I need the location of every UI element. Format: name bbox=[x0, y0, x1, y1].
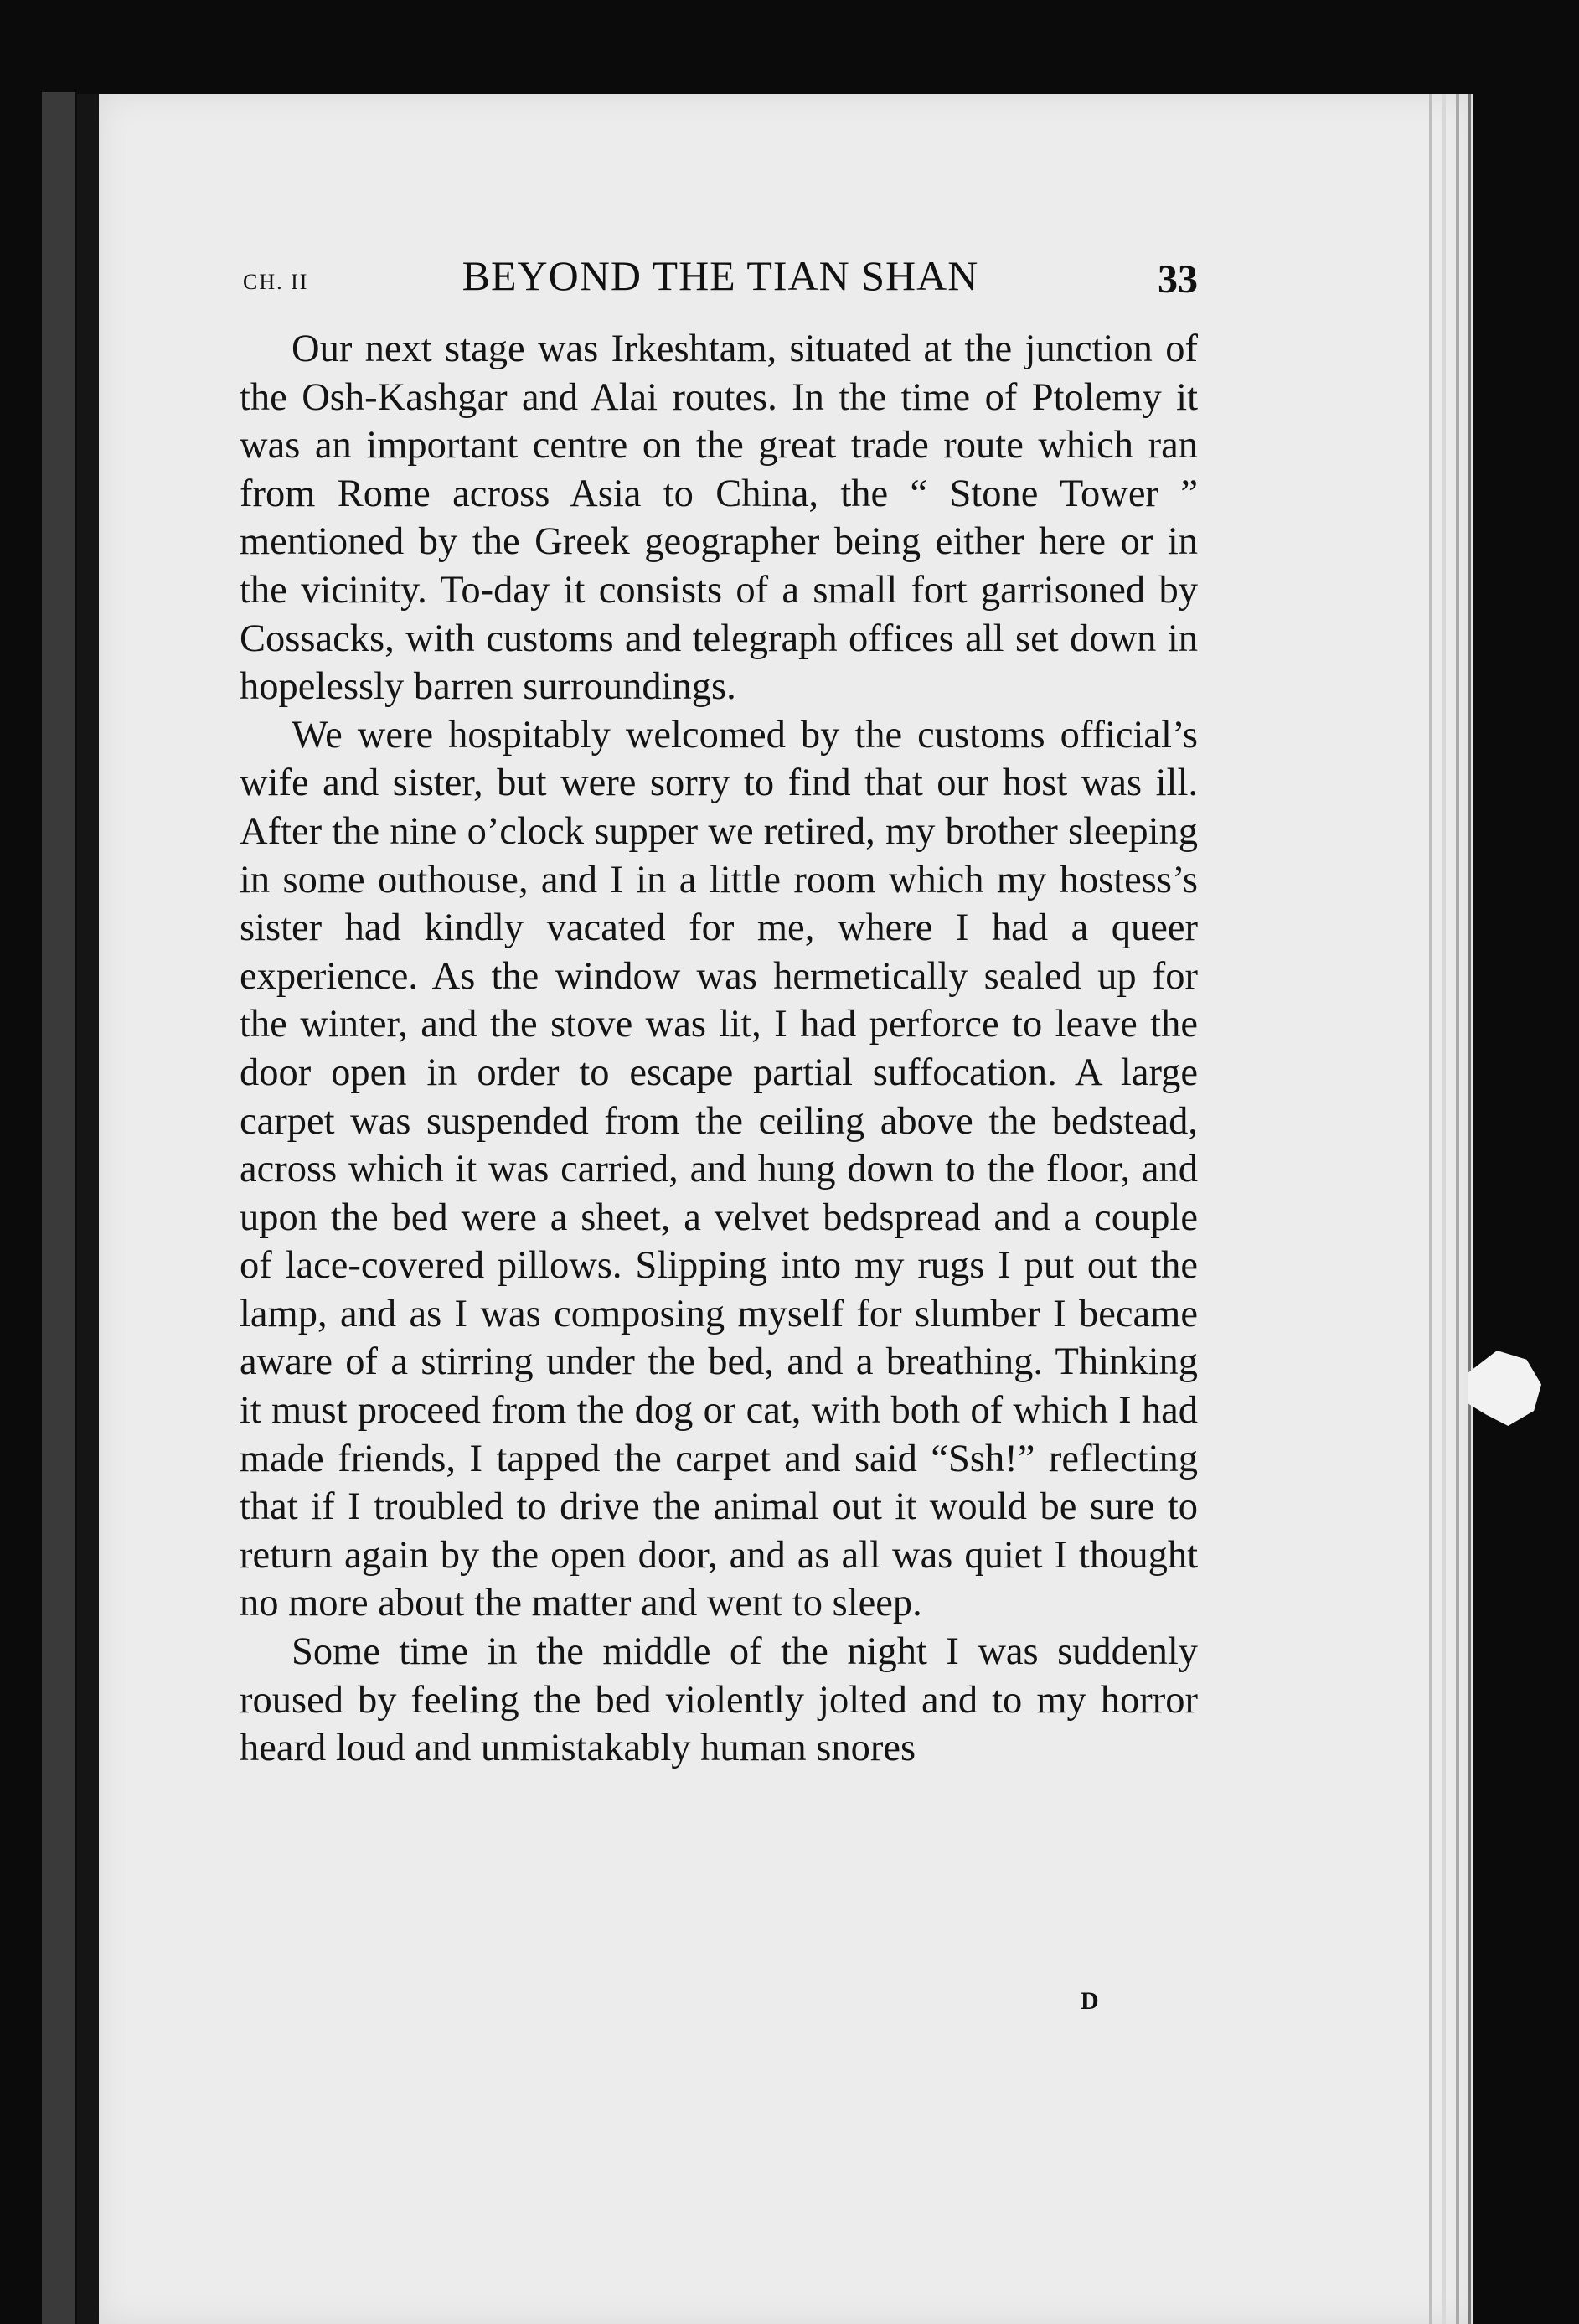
page-edge bbox=[1442, 94, 1446, 2324]
signature-mark: D bbox=[1081, 1987, 1099, 2015]
page-number: 33 bbox=[1158, 257, 1198, 302]
chapter-label: CH. II bbox=[243, 270, 309, 294]
paragraph: Some time in the middle of the night I was suddenly roused by feeling the bed violently jolted and to my horror heard loud and unmistakably human snores bbox=[240, 1630, 1198, 1770]
binding-gap bbox=[42, 92, 75, 2324]
page-edge bbox=[1468, 94, 1471, 2324]
paper-scrap bbox=[1468, 1351, 1541, 1426]
paragraph: We were hospitably welcomed by the customs official’s wife and sister, but were sorry to find that our host was ill. After the nine o’clock supper we retired, my brother sleeping in some outhouse, and I in a little room which my hostess’s sister had kindly vacated for me, where I had a queer experience. As the window was hermetically sealed up for the winter, and the stove was lit, I had perforce to leave the door open in order to escape partial suffocation. A large carpet was suspended from the ceiling above the bedstead, across which it was carried, and hung down to the floor, and upon the bed were a sheet, a velvet bedspread and a couple of lace-covered pillows. Slipping into my rugs I put out the lamp, and as I was composing myself for slumber I became aware of a stirring under the bed, and a breathing. Thinking it must proceed from the dog or cat, with both of which I had made friends, I tapped the carpet and said “Ssh!” reflecting that if I troubled to drive the animal out it would be sure to return again by the open door, and as all was quiet I thought no more about the matter and went to sleep. bbox=[240, 713, 1198, 1625]
page-edge bbox=[1456, 94, 1459, 2324]
page-edge bbox=[1429, 94, 1432, 2324]
running-title: BEYOND THE TIAN SHAN bbox=[462, 252, 979, 299]
body-text bbox=[240, 325, 1198, 1773]
paragraph: Our next stage was Irkeshtam, situated at the junction of the Osh-Kashgar and Alai routes. In the time of Ptolemy it was an important centre on the great trade route which ran from Rome across Asia to China, the “ Stone Tower ” mentioned by the Greek geographer being either here or in the vicinity. To-day it consists of a small fort garrisoned by Cossacks, with customs and telegraph offices all set down in hopelessly barren surroundings. bbox=[240, 328, 1198, 709]
running-header bbox=[243, 251, 1198, 310]
